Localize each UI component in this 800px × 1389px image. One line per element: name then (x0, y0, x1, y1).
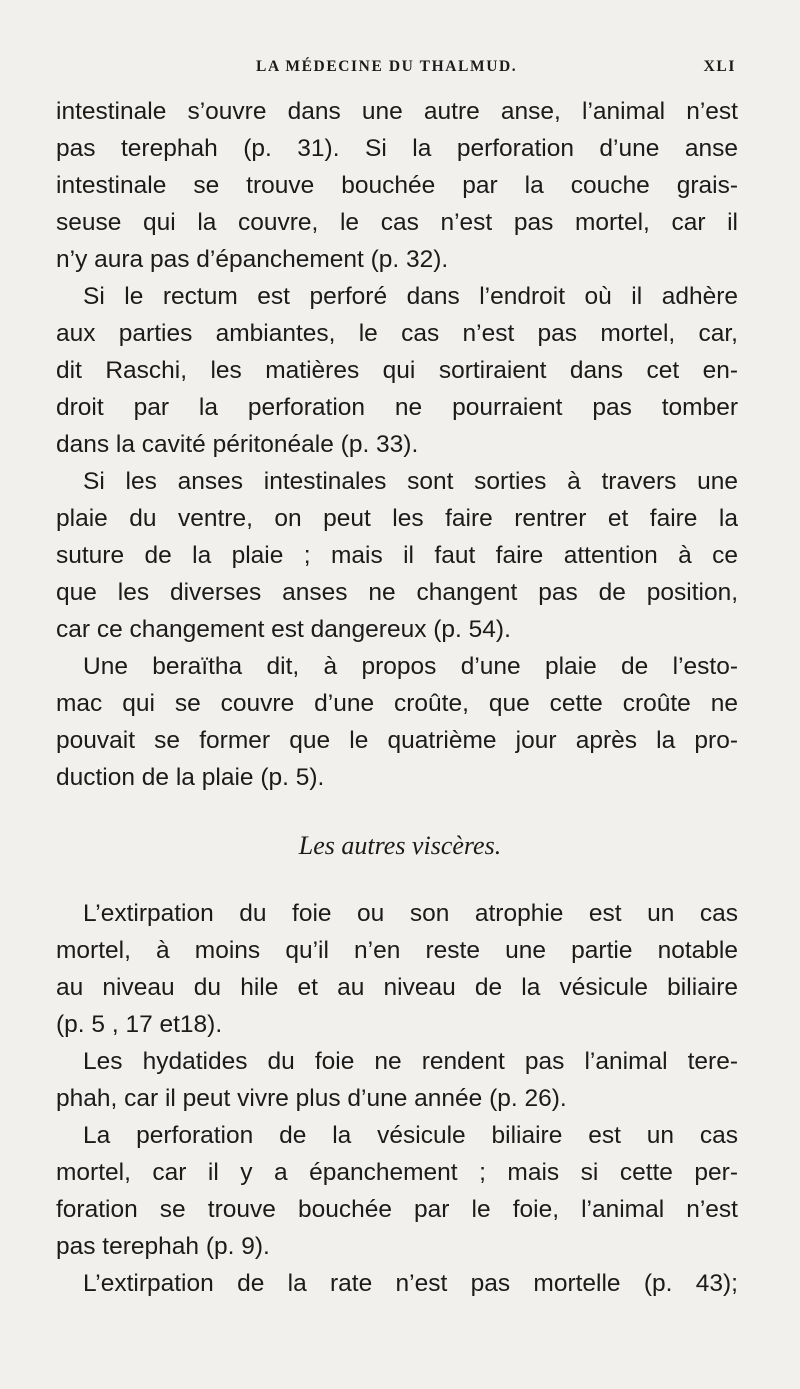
text-line: au niveau du hile et au niveau de la vésicule biliaire (56, 974, 738, 1001)
text-line: dans la cavité péritonéale (p. 33). (56, 431, 419, 458)
text-line: aux parties ambiantes, le cas n’est pas mortel, car, (56, 320, 738, 347)
text-line: n’y aura pas d’épanchement (p. 32). (56, 246, 449, 273)
text-line: pas terephah (p. 31). Si la perforation d’une anse (56, 135, 738, 162)
running-head (256, 58, 736, 80)
paragraph-first-line: L’extirpation du foie ou son atrophie est un cas (83, 900, 738, 927)
text-line: que les diverses anses ne changent pas de position, (56, 579, 738, 606)
paragraph-first-line: Les hydatides du foie ne rendent pas l’animal tere- (83, 1048, 738, 1075)
running-head-title: LA MÉDECINE DU THALMUD. (256, 58, 518, 75)
text-line: phah, car il peut vivre plus d’une année (p. 26). (56, 1085, 567, 1112)
page-number: XLI (703, 58, 736, 75)
text-line: suture de la plaie ; mais il faut faire attention à ce (56, 542, 738, 569)
text-line: (p. 5 , 17 et18). (56, 1011, 223, 1038)
text-line: mortel, car il y a épanchement ; mais si cette per- (56, 1159, 738, 1186)
text-line: pas terephah (p. 9). (56, 1233, 270, 1260)
text-line: intestinale se trouve bouchée par la couche grais- (56, 172, 738, 199)
text-line: plaie du ventre, on peut les faire rentrer et faire la (56, 505, 738, 532)
text-line: dit Raschi, les matières qui sortiraient dans cet en- (56, 357, 738, 384)
text-line: pouvait se former que le quatrième jour après la pro- (56, 727, 738, 754)
paragraph-first-line: Une beraïtha dit, à propos d’une plaie de l’esto- (83, 653, 738, 680)
text-line: car ce changement est dangereux (p. 54). (56, 616, 511, 643)
paragraph-first-line: Si les anses intestinales sont sorties à travers une (83, 468, 738, 495)
text-line: intestinale s’ouvre dans une autre anse, l’animal n’est (56, 98, 738, 125)
text-line: duction de la plaie (p. 5). (56, 764, 325, 791)
text-line: droit par la perforation ne pourraient pas tomber (56, 394, 738, 421)
text-line: seuse qui la couvre, le cas n’est pas mortel, car il (56, 209, 738, 236)
paragraph-first-line: Si le rectum est perforé dans l’endroit où il adhère (83, 283, 738, 310)
section-heading: Les autres viscères. (298, 831, 502, 860)
text-line: mac qui se couvre d’une croûte, que cette croûte ne (56, 690, 738, 717)
paragraph-first-line: L’extirpation de la rate n’est pas mortelle (p. 43); (83, 1270, 738, 1297)
text-line: foration se trouve bouchée par le foie, l’animal n’est (56, 1196, 738, 1223)
paragraph-first-line: La perforation de la vésicule biliaire est un cas (83, 1122, 738, 1149)
text-line: mortel, à moins qu’il n’en reste une partie notable (56, 937, 738, 964)
